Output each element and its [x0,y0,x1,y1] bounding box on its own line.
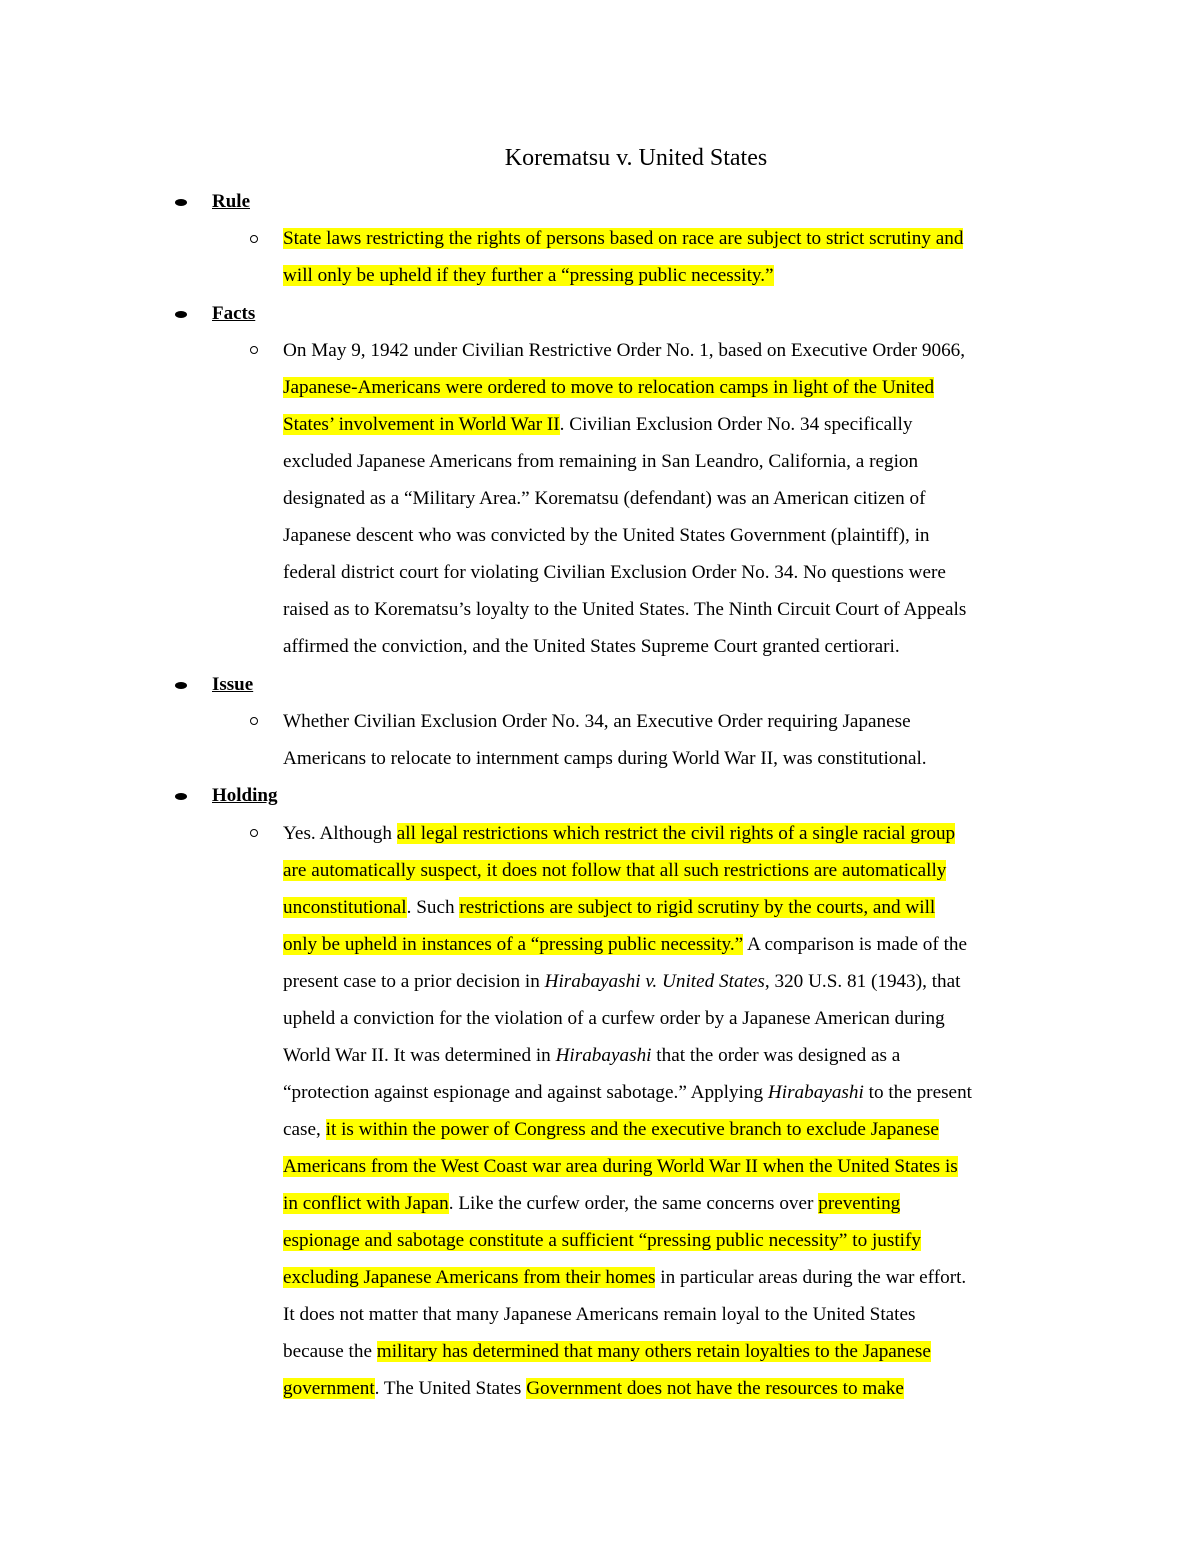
facts-sub-bullet [250,346,258,354]
text-run: to the present [863,1082,972,1103]
highlighted-text: Japanese-Americans were ordered to move to relocation camps in light of the United [283,377,935,398]
facts-line [283,554,1073,591]
italic-text: Hirabayashi [767,1082,864,1103]
text-run: because the [283,1341,377,1362]
text-run: federal district court for violating Civilian Exclusion Order No. 34. No questions were [283,562,946,583]
issue-line [283,740,1073,777]
text-run: excluded Japanese Americans from remaining in San Leandro, California, a region [283,451,919,472]
holding-line [283,1111,1073,1148]
facts-line [283,369,1073,406]
rule-heading: Rule [212,191,250,212]
holding-line [283,852,1073,889]
rule-line [283,257,1073,294]
highlighted-text: all legal restrictions which restrict the civil rights of a single racial group [396,823,956,844]
highlighted-text: restrictions are subject to rigid scrutiny by the courts, and will [459,897,936,918]
issue-text [283,703,1073,777]
text-run: . Like the curfew order, the same concerns over [448,1193,819,1214]
holding-line [283,1296,1073,1333]
rule-line [283,220,1073,257]
holding-line [283,889,1073,926]
highlighted-text: military has determined that many others retain loyalties to the Japanese [376,1341,931,1362]
text-run: A comparison is made of the [743,934,968,955]
text-run: raised as to Korematsu’s loyalty to the United States. The Ninth Circuit Court of Appeals [283,599,967,620]
facts-heading: Facts [212,303,256,324]
highlighted-text: will only be upheld if they further a “pressing public necessity.” [283,265,774,286]
highlighted-text: State laws restricting the rights of persons based on race are subject to strict scrutiny and [283,228,964,249]
highlighted-text: States’ involvement in World War II [283,414,560,435]
text-run: that the order was designed as a [651,1045,901,1066]
page-title: Korematsu v. United States [504,145,768,171]
text-run: , 320 U.S. 81 (1943), that [764,971,961,992]
text-run: . Civilian Exclusion Order No. 34 specifically [559,414,913,435]
facts-text [283,332,1073,665]
highlighted-text: excluding Japanese Americans from their homes [283,1267,656,1288]
holding-line [283,1370,1073,1407]
text-run: Yes. Although [283,823,397,844]
text-run: Japanese descent who was convicted by the United States Government (plaintiff), in [283,525,930,546]
text-run: “protection against espionage and against sabotage.” Applying [283,1082,768,1103]
rule-bullet [175,199,187,206]
highlighted-text: espionage and sabotage constitute a sufficient “pressing public necessity” to justify [283,1230,921,1251]
text-run: . The United States [374,1378,527,1399]
holding-line [283,1185,1073,1222]
facts-line [283,480,1073,517]
holding-heading: Holding [212,785,278,806]
italic-text: Hirabayashi v. United States [544,971,765,992]
holding-line [283,1037,1073,1074]
text-run: It does not matter that many Japanese Americans remain loyal to the United States [283,1304,916,1325]
holding-line [283,963,1073,1000]
highlighted-text: in conflict with Japan [283,1193,449,1214]
holding-line [283,1333,1073,1370]
text-run: designated as a “Military Area.” Korematsu (defendant) was an American citizen of [283,488,926,509]
holding-bullet [175,793,187,800]
text-run: upheld a conviction for the violation of a curfew order by a Japanese American during [283,1008,945,1029]
text-run: case, [283,1119,326,1140]
highlighted-text: it is within the power of Congress and the executive branch to exclude Japanese [325,1119,939,1140]
highlighted-text: government [283,1378,375,1399]
highlighted-text: only be upheld in instances of a “pressing public necessity.” [283,934,744,955]
holding-line [283,815,1073,852]
issue-line [283,703,1073,740]
highlighted-text: preventing [818,1193,901,1214]
rule-text [283,220,1073,294]
facts-line [283,332,1073,369]
text-run: present case to a prior decision in [283,971,545,992]
holding-sub-bullet [250,829,258,837]
holding-line [283,1148,1073,1185]
highlighted-text: unconstitutional [283,897,407,918]
rule-sub-bullet [250,235,258,243]
holding-line [283,926,1073,963]
text-run: On May 9, 1942 under Civilian Restrictive Order No. 1, based on Executive Order 9066, [283,340,966,361]
facts-line [283,406,1073,443]
holding-line [283,1000,1073,1037]
issue-sub-bullet [250,717,258,725]
highlighted-text: Government does not have the resources to make [526,1378,904,1399]
holding-line [283,1074,1073,1111]
holding-line [283,1259,1073,1296]
facts-bullet [175,311,187,318]
holding-text [283,815,1073,1407]
facts-line [283,443,1073,480]
text-run: in particular areas during the war effort. [655,1267,967,1288]
holding-line [283,1222,1073,1259]
issue-heading: Issue [212,674,254,695]
text-run: affirmed the conviction, and the United States Supreme Court granted certiorari. [283,636,900,657]
text-run: Americans to relocate to internment camps during World War II, was constitutional. [283,748,927,769]
italic-text: Hirabayashi [555,1045,652,1066]
facts-line [283,591,1073,628]
highlighted-text: Americans from the West Coast war area during World War II when the United States is [283,1156,958,1177]
highlighted-text: are automatically suspect, it does not follow that all such restrictions are automatically [283,860,947,881]
facts-line [283,628,1073,665]
issue-bullet [175,682,187,689]
text-run: Whether Civilian Exclusion Order No. 34, an Executive Order requiring Japanese [283,711,911,732]
facts-line [283,517,1073,554]
text-run: . Such [406,897,460,918]
text-run: World War II. It was determined in [283,1045,556,1066]
